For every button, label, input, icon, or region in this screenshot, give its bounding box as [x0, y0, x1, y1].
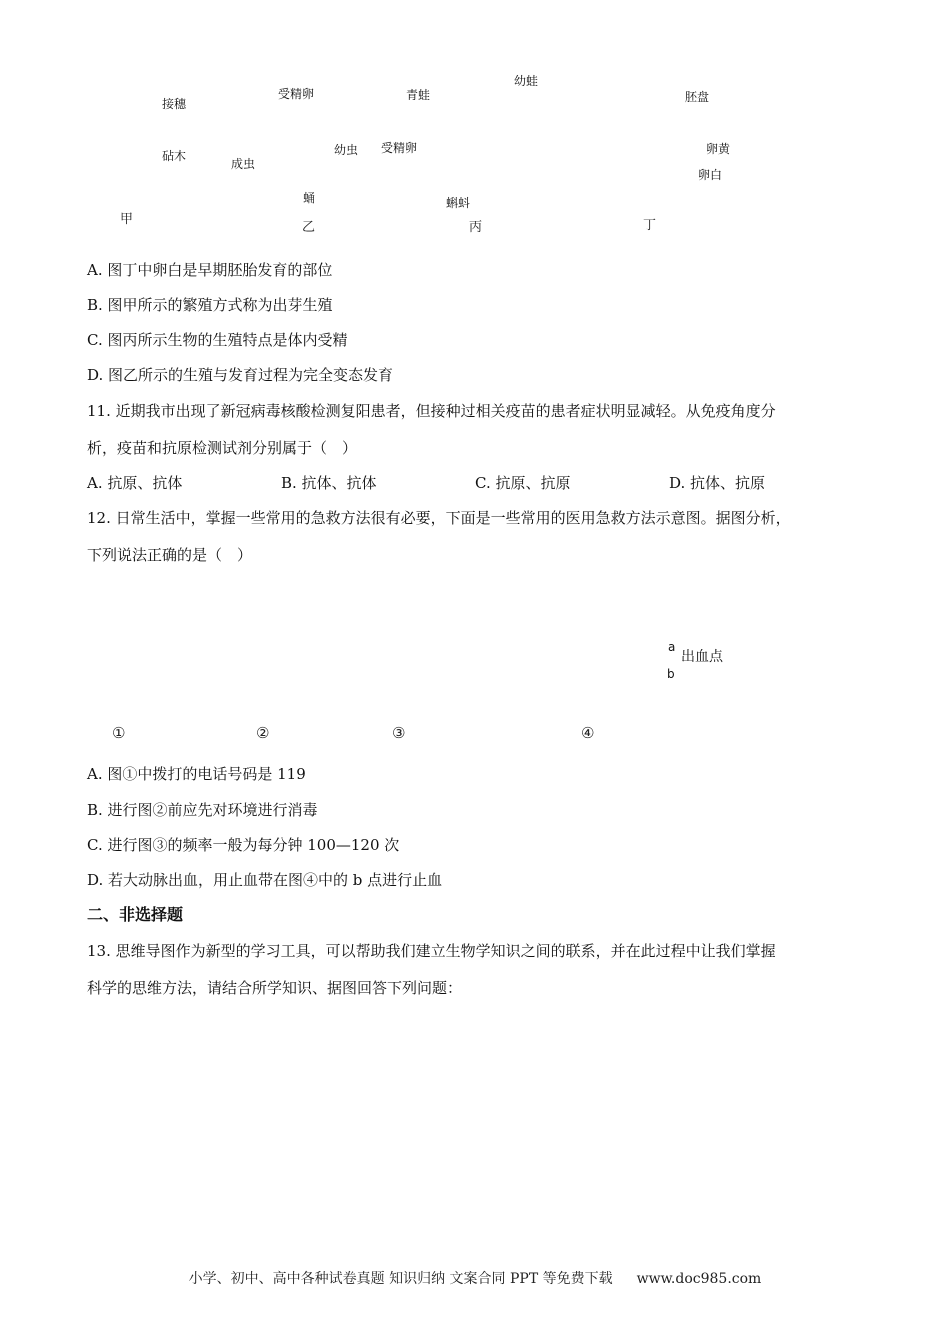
label-larva: 幼虫	[334, 143, 359, 157]
q11-option-b: B. 抗体、抗体	[281, 474, 377, 492]
q11-option-d: D. 抗体、抗原	[669, 474, 766, 492]
q11-option-c: C. 抗原、抗原	[475, 474, 571, 492]
label-frog: 青蛙	[406, 88, 431, 102]
caption-fig4: ④	[581, 724, 595, 742]
footer-url[interactable]: www.doc985.com	[636, 1271, 762, 1287]
label-b: b	[667, 667, 675, 681]
q10-option-c: C. 图丙所示生物的生殖特点是体内受精	[87, 331, 348, 349]
q12-stem-line2: 下列说法正确的是（ ）	[87, 546, 253, 564]
footer-text: 小学、初中、高中各种试卷真题 知识归纳 文案合同 PPT 等免费下载	[188, 1271, 613, 1287]
caption-ding: 丁	[643, 218, 657, 233]
label-tadpole: 蝌蚪	[446, 196, 471, 210]
q10-option-b: B. 图甲所示的繁殖方式称为出芽生殖	[87, 296, 333, 314]
q10-option-a: A. 图丁中卵白是早期胚胎发育的部位	[87, 261, 333, 279]
caption-jia: 甲	[120, 212, 134, 227]
caption-fig2: ②	[256, 724, 270, 742]
caption-fig3: ③	[392, 724, 406, 742]
label-stock: 砧木	[162, 149, 187, 163]
q11-option-a: A. 抗原、抗体	[87, 474, 183, 492]
caption-bing: 丙	[469, 220, 483, 235]
q12-option-d: D. 若大动脉出血，用止血带在图④中的 b 点进行止血	[87, 871, 443, 889]
label-frog-egg: 受精卵	[381, 141, 418, 155]
label-scion: 接穗	[162, 97, 187, 111]
q12-option-b: B. 进行图②前应先对环境进行消毒	[87, 801, 318, 819]
q13-stem-line2: 科学的思维方法，请结合所学知识、据图回答下列问题：	[87, 979, 463, 997]
label-adult: 成虫	[231, 157, 256, 171]
q13-stem-line1: 13. 思维导图作为新型的学习工具，可以帮助我们建立生物学知识之间的联系，并在此过程中让我们掌握	[87, 942, 776, 960]
q11-stem-line2: 析，疫苗和抗原检测试剂分别属于（ ）	[87, 439, 358, 457]
label-froglet: 幼蛙	[514, 74, 539, 88]
q10-option-d: D. 图乙所示的生殖与发育过程为完全变态发育	[87, 366, 394, 384]
label-a: a	[668, 640, 676, 654]
label-pupa: 蛹	[303, 191, 316, 205]
label-egg-white: 卵白	[698, 168, 723, 182]
q12-stem-line1: 12. 日常生活中，掌握一些常用的急救方法很有必要，下面是一些常用的医用急救方法示意图。据图分析，	[87, 509, 791, 527]
q12-option-c: C. 进行图③的频率一般为每分钟 100—120 次	[87, 836, 400, 854]
label-germinal-disc: 胚盘	[685, 90, 710, 104]
caption-yi: 乙	[302, 220, 316, 235]
label-yolk: 卵黄	[706, 142, 731, 156]
q12-option-a: A. 图①中拨打的电话号码是 119	[87, 765, 306, 783]
page-footer	[0, 1270, 950, 1288]
section-title: 二、非选择题	[87, 905, 184, 924]
caption-fig1: ①	[112, 724, 126, 742]
label-fertilized-egg: 受精卵	[278, 87, 315, 101]
q11-stem-line1: 11. 近期我市出现了新冠病毒核酸检测复阳患者，但接种过相关疫苗的患者症状明显减轻。从免疫角度分	[87, 402, 776, 420]
label-bleeding-point: 出血点	[681, 649, 723, 665]
